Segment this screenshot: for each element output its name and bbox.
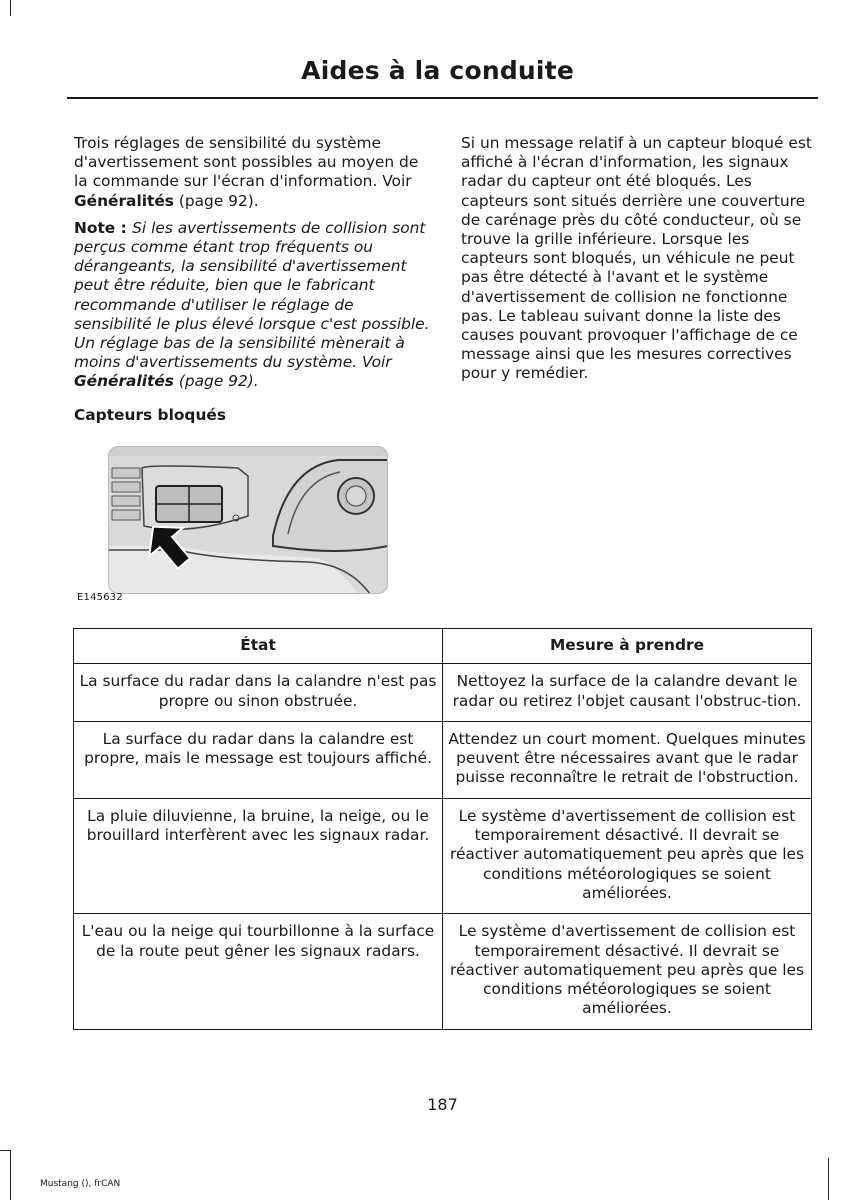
- table-cell-state: L'eau ou la neige qui tourbillonne à la surface de la route peut gêner les signaux radars.: [74, 914, 443, 1029]
- table-cell-state: La surface du radar dans la calandre n'est pas propre ou sinon obstruée.: [74, 664, 443, 722]
- intro-reference-link[interactable]: Généralités: [74, 191, 174, 210]
- page-title: Aides à la conduite: [301, 56, 574, 85]
- page-number: 187: [427, 1095, 458, 1114]
- intro-suffix: (page 92).: [173, 191, 259, 210]
- table-row: [74, 914, 812, 1029]
- right-paragraph: Si un message relatif à un capteur bloqué est affiché à l'écran d'information, les signaux radar du capteur ont été bloqués. Les capteurs sont situés derrière une couverture de carénage près du côté conducteur, où se trouve la grille inférieure. Lorsque les capteurs sont bloqués, un véhicule ne peut pas être détecté à l'avant et le système d'avertissement de collision ne fonctionne pas. Le tableau suivant donne la liste des causes pouvant provoquer l'affichage de ce message ainsi que les mesures correctives pour y remédier.: [461, 134, 812, 383]
- table-header-state: État: [74, 629, 443, 664]
- intro-paragraph: [74, 134, 430, 211]
- note-paragraph: [74, 219, 430, 392]
- table-cell-state: La surface du radar dans la calandre est propre, mais le message est toujours affiché.: [74, 721, 443, 798]
- table-cell-state: La pluie diluvienne, la bruine, la neige, ou le brouillard interfèrent avec les signaux radar.: [74, 798, 443, 913]
- note-reference-link[interactable]: Généralités: [74, 372, 174, 391]
- intro-text: Trois réglages de sensibilité du système d'avertissement sont possibles au moyen de la commande sur l'écran d'information. Voir: [74, 134, 419, 191]
- left-column: [74, 134, 430, 425]
- blocked-sensor-table: [73, 628, 812, 1030]
- right-column: [461, 134, 817, 392]
- table-cell-action: Le système d'avertissement de collision est temporairement désactivé. Il devrait se réactiver automatiquement peu après que les conditions météorologiques se soient améliorées.: [443, 798, 812, 913]
- header-divider: [67, 97, 818, 99]
- crop-mark-bottom-right: [828, 1158, 829, 1200]
- table-cell-action: Le système d'avertissement de collision est temporairement désactivé. Il devrait se réactiver automatiquement peu après que les conditions météorologiques se soient améliorées.: [443, 914, 812, 1029]
- footer-text: Mustang (), frCAN: [40, 1179, 121, 1189]
- table-header-action: Mesure à prendre: [443, 629, 812, 664]
- note-label: Note :: [74, 218, 133, 237]
- section-heading: Capteurs bloqués: [74, 405, 226, 424]
- crop-mark-top-left: [10, 0, 11, 16]
- table-row: [74, 664, 812, 722]
- figure-code: E145632: [77, 592, 123, 603]
- table-cell-action: Nettoyez la surface de la calandre devant le radar ou retirez l'objet causant l'obstruc-tion.: [443, 664, 812, 722]
- table-cell-action: Attendez un court moment. Quelques minutes peuvent être nécessaires avant que le radar puisse reconnaître le retrait de l'obstruction.: [443, 721, 812, 798]
- table-row: [74, 721, 812, 798]
- crop-mark-bottom-left-h: [0, 1150, 11, 1151]
- blocked-sensor-drawing: [108, 446, 388, 594]
- table-row: [74, 798, 812, 913]
- table-header-row: [74, 629, 812, 664]
- sensor-illustration: [108, 446, 388, 594]
- crop-mark-bottom-left: [10, 1150, 11, 1200]
- note-text: Si les avertissements de collision sont perçus comme étant trop fréquents ou dérangeants, la sensibilité d'avertissement peut être réduite, bien que le fabricant recommande d'utiliser le réglage de sensibilité le plus élevé lorsque c'est possible. Un réglage bas de la sensibilité mènerait à moins d'avertissements du système. Voir: [74, 218, 430, 372]
- note-suffix: (page 92).: [173, 372, 259, 391]
